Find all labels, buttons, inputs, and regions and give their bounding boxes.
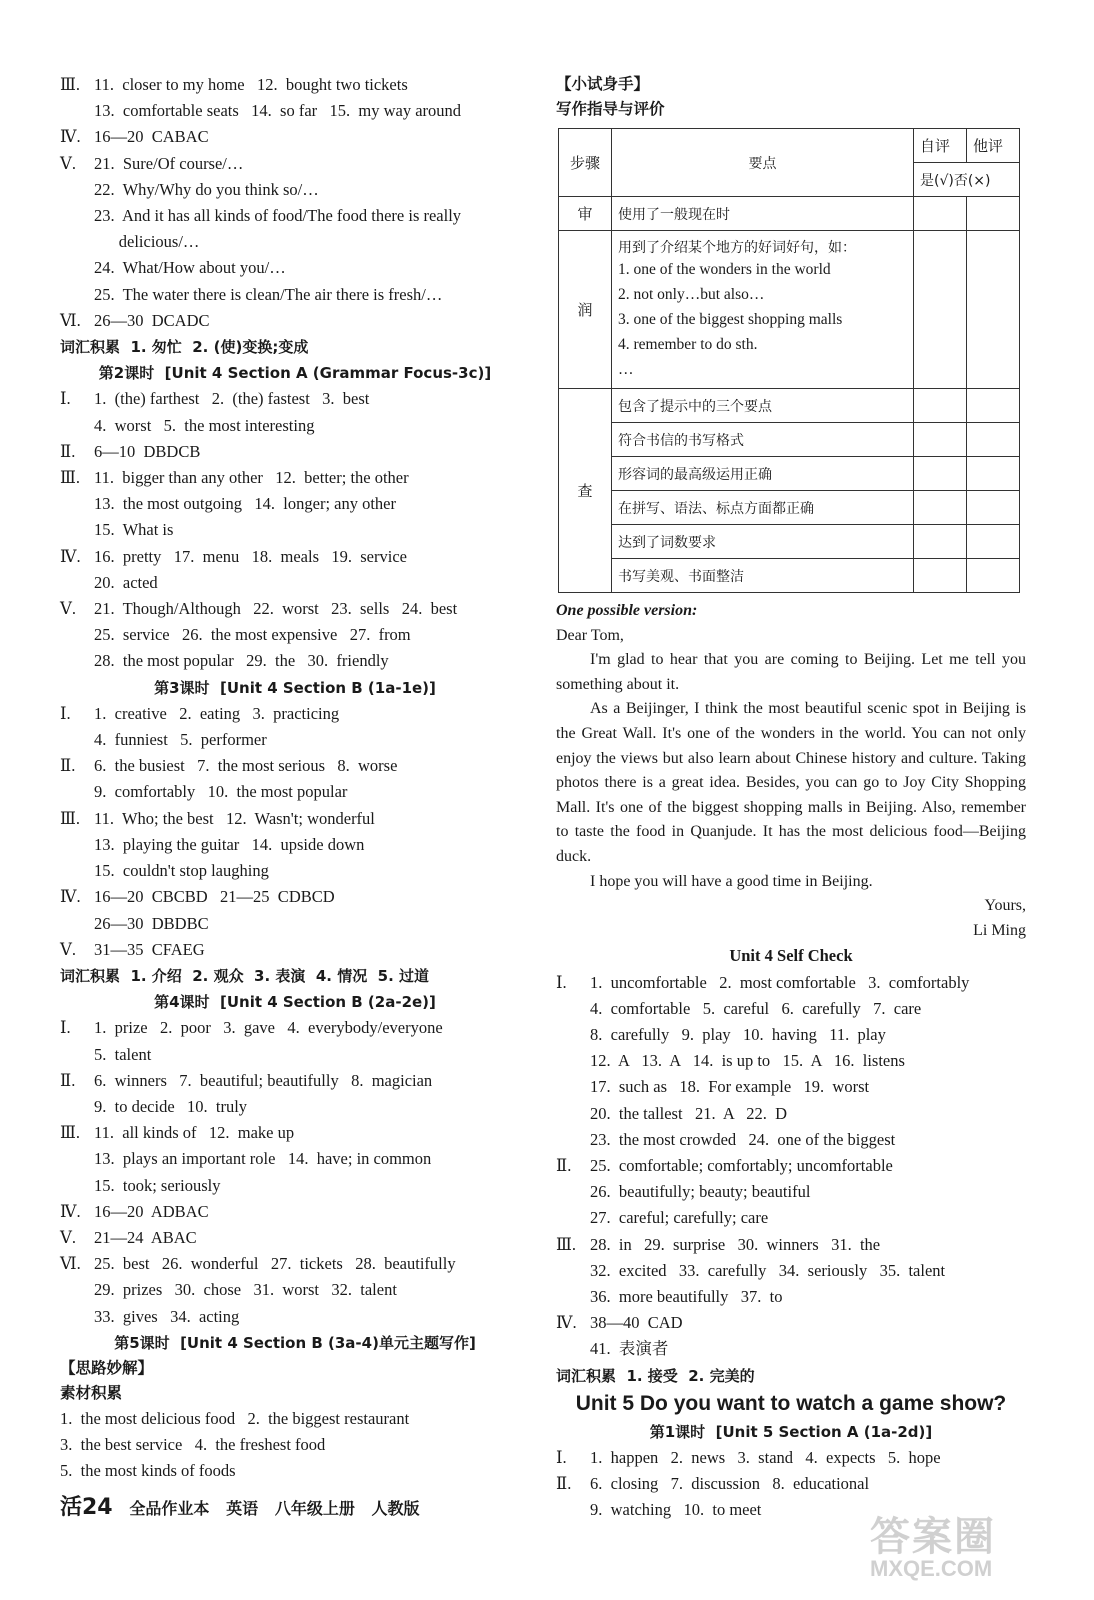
watermark-text: 答案圈 — [870, 1515, 996, 1559]
vocab-note: 词汇积累 1. 匆忙 2. (使)变换;变成 — [60, 338, 309, 357]
answer-text: 16—20 CBCBD 21—25 CDBCD — [94, 887, 335, 907]
score-cell — [967, 389, 1020, 423]
item-numeral: Ⅲ. — [60, 75, 81, 94]
answer-line — [60, 229, 530, 255]
answer-line — [60, 1251, 530, 1277]
answer-line — [556, 1336, 1026, 1362]
score-cell — [914, 559, 967, 593]
left-column — [60, 72, 530, 1485]
item-numeral: Ⅴ. — [60, 599, 77, 619]
table-row — [559, 491, 1020, 525]
table-row — [559, 389, 1020, 423]
answer-line — [60, 177, 530, 203]
answer-line — [60, 1146, 530, 1172]
item-numeral: Ⅲ. — [60, 468, 81, 488]
header-yesno: 是(√)否(×) — [914, 163, 1020, 197]
table-row — [559, 457, 1020, 491]
answer-text: 13. plays an important role 14. have; in common — [94, 1149, 432, 1169]
answer-text: 28. the most popular 29. the 30. friendly — [94, 651, 389, 671]
answer-line — [556, 1471, 1026, 1497]
answer-text: 1. prize 2. poor 3. gave 4. everybody/everyone — [94, 1018, 443, 1038]
point-cell: 包含了提示中的三个要点 — [612, 389, 914, 423]
answer-line — [60, 151, 530, 177]
answer-text: 9. watching 10. to meet — [590, 1500, 762, 1520]
answer-text: 26—30 DCADC — [94, 310, 210, 330]
answer-text: 6. closing 7. discussion 8. educational — [590, 1474, 870, 1494]
header-self: 自评 — [914, 129, 967, 163]
answer-text: 27. careful; carefully; care — [590, 1208, 769, 1228]
answer-line — [556, 1232, 1026, 1258]
right-column — [556, 72, 1026, 1524]
answer-text: 6—10 DBDCB — [94, 441, 201, 461]
answer-line — [60, 911, 530, 937]
grade: 八年级上册 — [274, 1499, 355, 1518]
answer-line — [60, 1015, 530, 1041]
watermark-url: MXQE.COM — [870, 1556, 993, 1581]
answer-text: 24. What/How about you/… — [94, 258, 286, 278]
section-label: 写作指导与评价 — [556, 100, 665, 118]
step-cell: 审 — [559, 197, 612, 231]
point-cell: 形容词的最高级运用正确 — [612, 457, 914, 491]
answer-line — [60, 648, 530, 674]
answer-text: 21. Though/Although 22. worst 23. sells 24. best — [94, 599, 458, 619]
score-cell — [967, 491, 1020, 525]
item-numeral: Ⅳ. — [60, 127, 81, 147]
answer-text: 25. service 26. the most expensive 27. from — [94, 625, 411, 645]
answer-line — [60, 937, 530, 963]
item-numeral: Ⅳ. — [60, 546, 81, 566]
answer-text: 38—40 CAD — [590, 1313, 683, 1333]
answer-text: 25. The water there is clean/The air there is fresh/… — [94, 284, 443, 304]
answer-text: 29. prizes 30. chose 31. worst 32. talent — [94, 1280, 397, 1300]
answer-text: 13. playing the guitar 14. upside down — [94, 834, 365, 854]
answer-text: 9. comfortably 10. the most popular — [94, 782, 348, 802]
section-label: 【思路妙解】 — [60, 1358, 154, 1377]
answer-line — [60, 465, 530, 491]
point-cell — [612, 231, 914, 389]
self-check-heading: Unit 4 Self Check — [729, 946, 853, 966]
watermark-logo — [870, 1505, 1070, 1585]
answer-line — [60, 701, 530, 727]
score-cell — [914, 491, 967, 525]
item-numeral: Ⅱ. — [60, 1070, 76, 1090]
table-row — [559, 525, 1020, 559]
edition: 人教版 — [371, 1499, 420, 1518]
point-cell: 达到了词数要求 — [612, 525, 914, 559]
page-footer — [60, 1490, 420, 1521]
table-row — [559, 559, 1020, 593]
answer-line — [60, 203, 530, 229]
score-cell — [967, 231, 1020, 389]
answer-line — [60, 727, 530, 753]
answer-text: 26. beautifully; beauty; beautiful — [590, 1182, 811, 1202]
subject: 英语 — [226, 1499, 259, 1518]
answer-text: 21. Sure/Of course/… — [94, 153, 244, 173]
answer-text: delicious/… — [94, 232, 200, 252]
lesson-heading: 第1课时 [Unit 5 Section A (1a-2d)] — [649, 1422, 933, 1441]
answer-text: 1. uncomfortable 2. most comfortable 3. comfortably — [590, 972, 970, 992]
answer-text: 16. pretty 17. menu 18. meals 19. service — [94, 546, 407, 566]
answer-line — [60, 72, 530, 98]
answer-line — [60, 753, 530, 779]
answer-line — [60, 308, 530, 334]
answer-line — [60, 570, 530, 596]
answer-text: 23. the most crowded 24. one of the biggest — [590, 1129, 896, 1149]
answer-text: 1. (the) farthest 2. (the) fastest 3. best — [94, 389, 370, 409]
essay-paragraph: As a Beijinger, I think the most beautiful scenic spot in Beijing is the Great Wall. It's one of the wonders in the world. You can not only enjoy the views but also learn about Chinese history and culture. Taking photos there is a great idea. Besides, you can go to Joy City Shopping Mall. It's one of the biggest shopping malls in Beijing. Also, remember to taste the food in Quanjude. It has the most delicious food—Beijing duck. — [556, 700, 1026, 865]
answer-line — [60, 491, 530, 517]
table-row — [559, 423, 1020, 457]
item-numeral: Ⅰ. — [60, 389, 71, 409]
answer-text: 11. closer to my home 12. bought two tickets — [94, 75, 408, 94]
material-line: 5. the most kinds of foods — [60, 1461, 236, 1481]
item-numeral: Ⅳ. — [60, 887, 81, 907]
point-example: 3. one of the biggest shopping malls — [618, 311, 843, 328]
answer-line — [60, 884, 530, 910]
answer-text: 36. more beautifully 37. to — [590, 1286, 783, 1306]
answer-line — [60, 832, 530, 858]
answer-text: 20. the tallest 21. A 22. D — [590, 1103, 788, 1123]
essay-paragraph: I'm glad to hear that you are coming to Beijing. Let me tell you something about it. — [556, 651, 1026, 693]
answer-text: 5. talent — [94, 1044, 152, 1064]
item-numeral: Ⅰ. — [556, 1447, 567, 1467]
answer-line — [60, 1277, 530, 1303]
step-cell: 查 — [559, 389, 612, 593]
answer-text: 16—20 ADBAC — [94, 1201, 209, 1221]
lesson-heading: 第3课时 [Unit 4 Section B (1a-1e)] — [154, 678, 436, 697]
table-row — [559, 231, 1020, 389]
answer-line — [556, 970, 1026, 996]
answer-line — [60, 858, 530, 884]
item-numeral: Ⅴ. — [60, 153, 77, 173]
answer-text: 13. comfortable seats 14. so far 15. my way around — [94, 101, 462, 121]
score-cell — [914, 197, 967, 231]
point-example: 1. one of the wonders in the world — [618, 261, 831, 278]
answer-line — [60, 596, 530, 622]
point-example: 4. remember to do sth. — [618, 336, 758, 353]
signature: Li Ming — [973, 921, 1026, 939]
answer-line — [556, 996, 1026, 1022]
item-numeral: Ⅰ. — [556, 972, 567, 992]
score-cell — [914, 525, 967, 559]
answer-line — [60, 1304, 530, 1330]
score-cell — [967, 423, 1020, 457]
answer-text: 4. funniest 5. performer — [94, 730, 267, 750]
item-numeral: Ⅱ. — [60, 441, 76, 461]
answer-line — [556, 1048, 1026, 1074]
score-cell — [967, 525, 1020, 559]
essay-paragraph: I hope you will have a good time in Beijing. — [590, 872, 873, 890]
book-title: 全品作业本 — [129, 1499, 210, 1518]
section-label: 【小试身手】 — [556, 75, 650, 93]
answer-line — [556, 1074, 1026, 1100]
version-label: One possible version: — [556, 602, 698, 619]
point-example: 2. not only…but also… — [618, 286, 765, 303]
answer-text: 6. the busiest 7. the most serious 8. worse — [94, 756, 398, 776]
score-cell — [967, 197, 1020, 231]
answer-line — [60, 1094, 530, 1120]
answer-text: 33. gives 34. acting — [94, 1306, 240, 1326]
item-numeral: Ⅲ. — [60, 1123, 81, 1143]
section-label: 素材积累 — [60, 1383, 123, 1402]
vocab-note: 词汇积累 1. 介绍 2. 观众 3. 表演 4. 情况 5. 过道 — [60, 966, 430, 985]
item-numeral: Ⅵ. — [60, 310, 81, 330]
point-cell: 书写美观、书面整洁 — [612, 559, 914, 593]
item-numeral: Ⅳ. — [60, 1201, 81, 1221]
answer-line — [60, 1042, 530, 1068]
answer-line — [556, 1179, 1026, 1205]
answer-line — [60, 439, 530, 465]
answer-text: 15. took; seriously — [94, 1175, 221, 1195]
point-cell: 符合书信的书写格式 — [612, 423, 914, 457]
score-cell — [914, 457, 967, 491]
evaluation-table — [558, 128, 1020, 593]
point-cell: 使用了一般现在时 — [612, 197, 914, 231]
item-numeral: Ⅲ. — [556, 1234, 577, 1254]
answer-line — [60, 124, 530, 150]
answer-text: 13. the most outgoing 14. longer; any other — [94, 494, 397, 514]
answer-line — [60, 282, 530, 308]
answer-text: 16—20 CABAC — [94, 127, 209, 147]
score-cell — [914, 231, 967, 389]
answer-text: 8. carefully 9. play 10. having 11. play — [590, 1024, 886, 1044]
answer-line — [60, 1225, 530, 1251]
lesson-heading: 第2课时 [Unit 4 Section A (Grammar Focus-3c)] — [98, 364, 492, 383]
answer-text: 4. worst 5. the most interesting — [94, 415, 315, 435]
score-cell — [967, 559, 1020, 593]
unit-title: Unit 5 Do you want to watch a game show? — [575, 1391, 1007, 1415]
answer-line — [556, 1445, 1026, 1471]
score-cell — [914, 423, 967, 457]
answer-line — [60, 413, 530, 439]
answer-line — [60, 779, 530, 805]
material-line: 3. the best service 4. the freshest food — [60, 1435, 326, 1455]
answer-text: 11. Who; the best 12. Wasn't; wonderful — [94, 808, 375, 828]
item-numeral: Ⅳ. — [556, 1313, 577, 1333]
item-numeral: Ⅰ. — [60, 703, 71, 723]
answer-text: 28. in 29. surprise 30. winners 31. the — [590, 1234, 881, 1254]
answer-text: 23. And it has all kinds of food/The food there is really — [94, 206, 462, 226]
answer-text: 15. couldn't stop laughing — [94, 861, 269, 881]
answer-line — [556, 1310, 1026, 1336]
answer-text: 25. comfortable; comfortably; uncomfortable — [590, 1155, 893, 1175]
item-numeral: Ⅵ. — [60, 1254, 81, 1274]
item-numeral: Ⅱ. — [556, 1155, 572, 1175]
answer-line — [60, 1120, 530, 1146]
answer-text: 1. creative 2. eating 3. practicing — [94, 703, 340, 723]
answer-text: 20. acted — [94, 572, 158, 592]
answer-line — [556, 1284, 1026, 1310]
answer-line — [556, 1127, 1026, 1153]
answer-text: 41. 表演者 — [590, 1339, 669, 1359]
vocab-note: 词汇积累 1. 接受 2. 完美的 — [556, 1366, 755, 1385]
sample-essay — [556, 624, 1026, 895]
answer-text: 15. What is — [94, 520, 174, 540]
score-cell — [967, 457, 1020, 491]
lesson-heading: 第5课时 [Unit 4 Section B (3a-4)单元主题写作] — [114, 1333, 476, 1352]
answer-text: 1. happen 2. news 3. stand 4. expects 5. hope — [590, 1447, 941, 1467]
answer-text: 21—24 ABAC — [94, 1227, 197, 1247]
answer-text: 9. to decide 10. truly — [94, 1096, 248, 1116]
point-intro: 用到了介绍某个地方的好词好句，如： — [618, 240, 856, 256]
item-numeral: Ⅱ. — [60, 756, 76, 776]
answer-text: 17. such as 18. For example 19. worst — [590, 1077, 870, 1097]
signoff: Yours, — [984, 897, 1026, 915]
header-step: 步骤 — [559, 129, 612, 197]
material-line: 1. the most delicious food 2. the biggest restaurant — [60, 1408, 410, 1428]
score-cell — [914, 389, 967, 423]
lesson-heading: 第4课时 [Unit 4 Section B (2a-2e)] — [154, 993, 436, 1012]
answer-text: 25. best 26. wonderful 27. tickets 28. beautifully — [94, 1254, 456, 1274]
answer-line — [556, 1101, 1026, 1127]
point-example: … — [618, 361, 634, 378]
answer-line — [60, 98, 530, 124]
item-numeral: Ⅰ. — [60, 1018, 71, 1038]
answer-line — [60, 1068, 530, 1094]
answer-text: 6. winners 7. beautiful; beautifully 8. magician — [94, 1070, 433, 1090]
item-numeral: Ⅱ. — [556, 1474, 572, 1494]
answer-text: 31—35 CFAEG — [94, 939, 205, 959]
answer-line — [60, 1199, 530, 1225]
table-row — [559, 197, 1020, 231]
answer-line — [60, 544, 530, 570]
answer-line — [60, 622, 530, 648]
answer-line — [60, 386, 530, 412]
step-cell: 润 — [559, 231, 612, 389]
answer-line — [556, 1153, 1026, 1179]
item-numeral: Ⅲ. — [60, 808, 81, 828]
answer-text: 32. excited 33. carefully 34. seriously 35. talent — [590, 1260, 946, 1280]
answer-line — [556, 1258, 1026, 1284]
answer-text: 11. bigger than any other 12. better; the other — [94, 468, 409, 488]
point-cell: 在拼写、语法、标点方面都正确 — [612, 491, 914, 525]
table-header-row — [559, 129, 1020, 163]
answer-line — [60, 806, 530, 832]
answer-text: 12. A 13. A 14. is up to 15. A 16. listens — [590, 1051, 905, 1071]
answer-line — [60, 255, 530, 281]
answer-line — [556, 1022, 1026, 1048]
header-points: 要点 — [612, 129, 914, 197]
answer-text: 26—30 DBDBC — [94, 913, 209, 933]
answer-line — [60, 517, 530, 543]
answer-text: 4. comfortable 5. careful 6. carefully 7. care — [590, 998, 922, 1018]
item-numeral: Ⅴ. — [60, 939, 77, 959]
answer-line — [60, 1173, 530, 1199]
answer-text: 22. Why/Why do you think so/… — [94, 179, 319, 199]
header-peer: 他评 — [967, 129, 1020, 163]
page-number: 活24 — [60, 1495, 113, 1520]
essay-paragraph: Dear Tom, — [556, 626, 624, 644]
answer-line — [556, 1205, 1026, 1231]
answer-text: 11. all kinds of 12. make up — [94, 1123, 295, 1143]
item-numeral: Ⅴ. — [60, 1227, 77, 1247]
